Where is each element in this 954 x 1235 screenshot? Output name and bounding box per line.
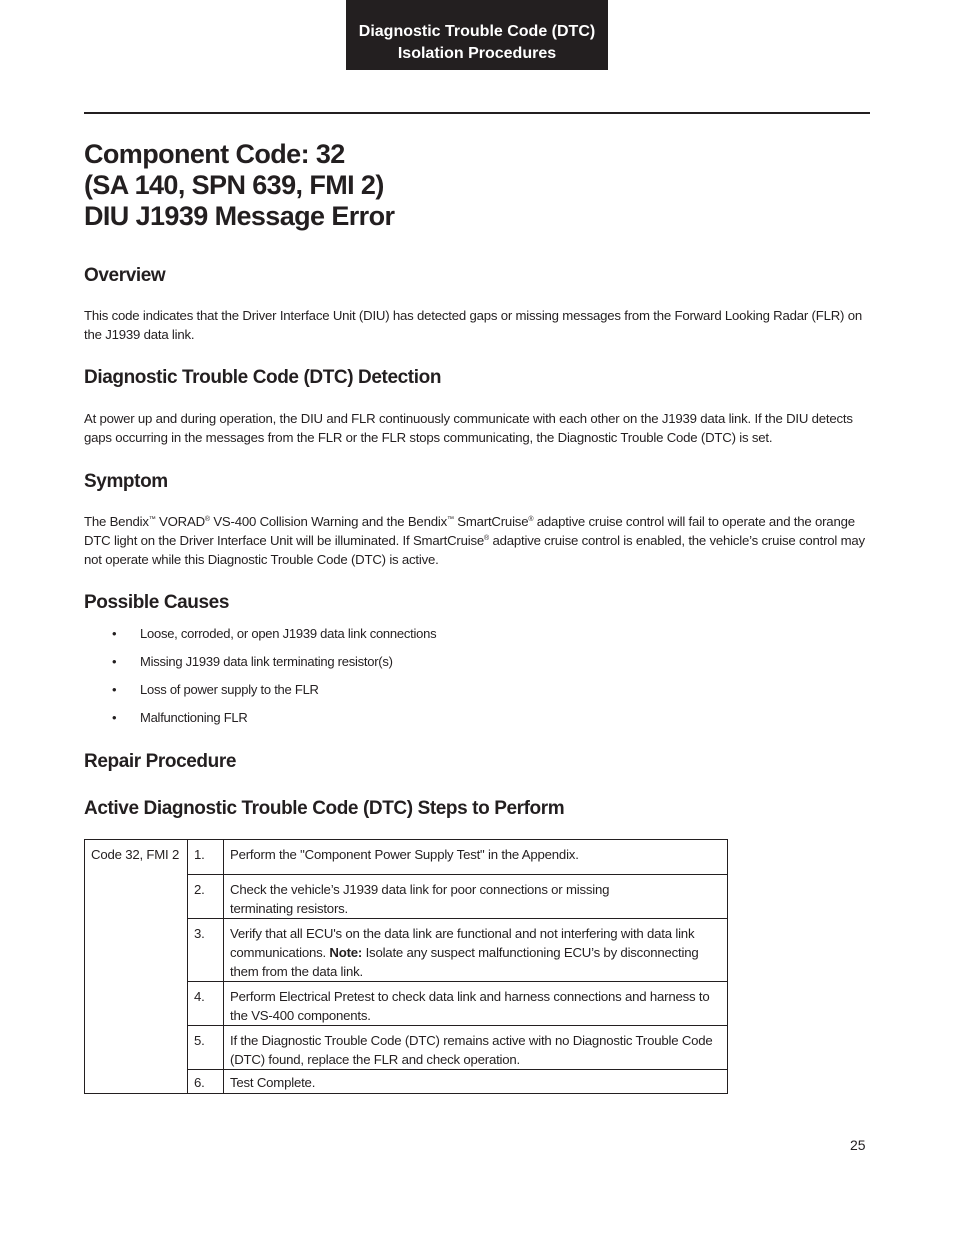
step-text: Check the vehicle’s J1939 data link for poor connections or missing terminating resistors. — [224, 875, 728, 919]
step-number: 6. — [188, 1070, 224, 1094]
step-text: Perform Electrical Pretest to check data link and harness connections and harness to the VS-400 components. — [224, 982, 728, 1026]
cause-text: Missing J1939 data link terminating resistor(s) — [140, 654, 393, 669]
bullet: • — [112, 626, 117, 641]
step-number: 3. — [188, 919, 224, 982]
table-row — [85, 840, 728, 875]
symptom-heading: Symptom — [84, 471, 168, 492]
steps-heading: Active Diagnostic Trouble Code (DTC) Steps to Perform — [84, 798, 565, 819]
cause-text: Malfunctioning FLR — [140, 710, 248, 725]
step-number: 2. — [188, 875, 224, 919]
steps-table — [84, 839, 728, 1094]
bullet: • — [112, 710, 117, 725]
header-divider — [84, 112, 870, 114]
detection-text: At power up and during operation, the DIU and FLR continuously communicate with each other on the J1939 data link. If the DIU detects gaps occurring in the messages from the FLR or the FLR stops communicating, the Diagnostic Trouble Code (DTC) is set. — [84, 411, 853, 445]
bullet: • — [112, 682, 117, 697]
overview-text: This code indicates that the Driver Interface Unit (DIU) has detected gaps or missing messages from the Forward Looking Radar (FLR) on the J1939 data link. — [84, 308, 862, 342]
section-header-line1: Diagnostic Trouble Code (DTC) — [358, 23, 596, 40]
step-text: Verify that all ECU's on the data link are functional and not interfering with data link communications. Note: Isolate any suspect malfunctioning ECU’s by disconnecting them from the data link. — [224, 919, 728, 982]
repair-heading: Repair Procedure — [84, 751, 236, 772]
step-text: Test Complete. — [224, 1070, 728, 1094]
step-text: Perform the "Component Power Supply Test" in the Appendix. — [224, 840, 728, 875]
overview-heading: Overview — [84, 265, 166, 286]
page-number: 25 — [850, 1137, 866, 1153]
causes-heading: Possible Causes — [84, 592, 230, 613]
symptom-text: The Bendix™ VORAD® VS-400 Collision Warning and the Bendix™ SmartCruise® adaptive cruise control will fail to operate and the orange DTC light on the Driver Interface Unit will be illuminated. If SmartCruise® adaptive cruise control is enabled, the vehicle’s cruise control may not operate while this Diagnostic Trouble Code (DTC) is active. — [84, 514, 865, 567]
title-line-1: Component Code: 32 — [84, 139, 345, 169]
step-text: If the Diagnostic Trouble Code (DTC) remains active with no Diagnostic Trouble Code (DTC) found, replace the FLR and check operation. — [224, 1026, 728, 1070]
section-header-tab — [346, 0, 608, 70]
title-line-2: (SA 140, SPN 639, FMI 2) — [84, 170, 384, 200]
bullet: • — [112, 654, 117, 669]
code-cell: Code 32, FMI 2 — [85, 840, 188, 1094]
note-label: Note: — [329, 945, 363, 960]
page-title — [84, 139, 394, 232]
step-number: 1. — [188, 840, 224, 875]
cause-text: Loss of power supply to the FLR — [140, 682, 319, 697]
step-number: 5. — [188, 1026, 224, 1070]
section-header-line2: Isolation Procedures — [397, 45, 557, 62]
detection-heading: Diagnostic Trouble Code (DTC) Detection — [84, 367, 442, 388]
title-line-3: DIU J1939 Message Error — [84, 201, 395, 231]
cause-text: Loose, corroded, or open J1939 data link connections — [140, 626, 437, 641]
step-number: 4. — [188, 982, 224, 1026]
